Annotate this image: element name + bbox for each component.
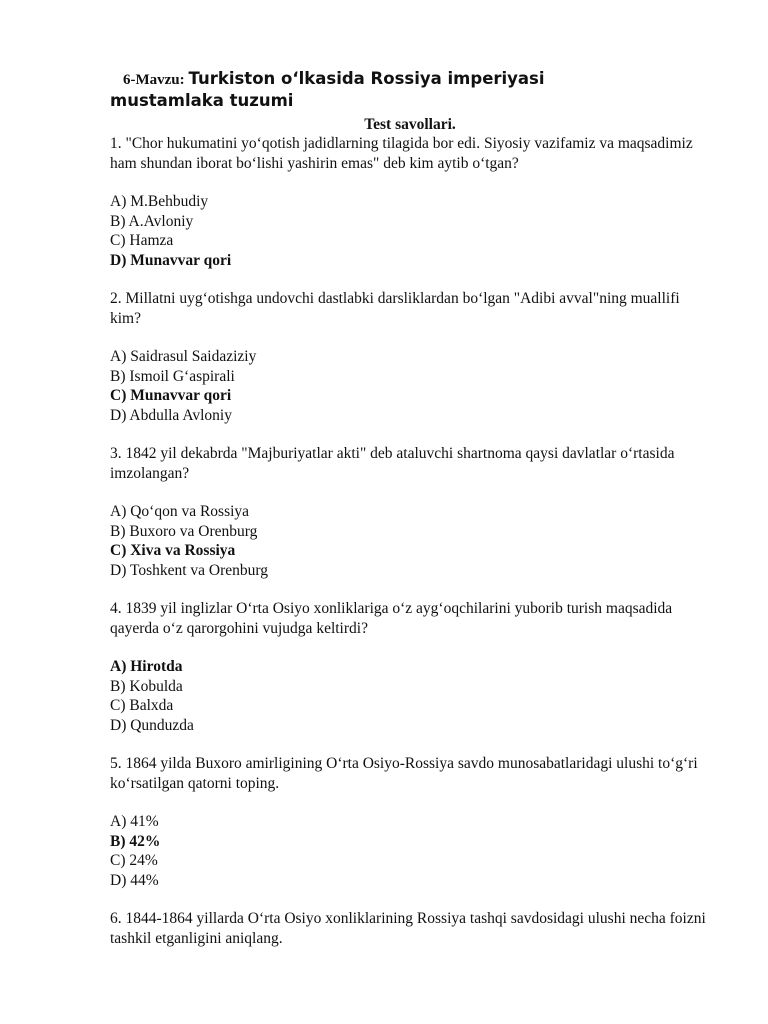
question-block — [110, 599, 710, 735]
question-text: 4. 1839 yil inglizlar O‘rta Osiyo xonliklariga o‘z ayg‘oqchilarini yuborib turish maqsadida qayerda o‘z qarorgohini vujudga keltirdi? — [110, 600, 673, 637]
topic-title-continued: mustamlaka tuzumi — [110, 90, 294, 110]
correct-answer-option: C) Xiva va Rossiya — [110, 542, 236, 559]
answer-option: C) 24% — [110, 852, 158, 869]
answer-option: B) Buxoro va Orenburg — [110, 522, 258, 540]
answer-option: A) 41% — [110, 813, 159, 830]
correct-answer-option: B) 42% — [110, 832, 161, 850]
answer-option: B) Kobulda — [110, 677, 183, 695]
answer-option: D) Abdulla Avloniy — [110, 406, 232, 424]
answer-option: D) Qunduzda — [110, 716, 194, 734]
question-text: 6. 1844-1864 yillarda O‘rta Osiyo xonliklarining Rossiya tashqi savdosidagi ulushi necha foizni tashkil etganligini aniqlang. — [110, 910, 706, 947]
question-block — [110, 909, 710, 948]
topic-label: 6-Mavzu: — [123, 72, 185, 88]
answer-option: C) Hamza — [110, 232, 174, 249]
answer-option: A) M.Behbudiy — [110, 193, 209, 210]
answer-option: B) A.Avloniy — [110, 212, 194, 230]
document-body — [110, 64, 710, 967]
correct-answer-option: C) Munavvar qori — [110, 387, 232, 404]
question-text: 5. 1864 yilda Buxoro amirligining O‘rta Osiyo-Rossiya savdo munosabatlaridagi ulushi to‘g‘ri ko‘rsatilgan qatorni toping. — [110, 755, 698, 792]
topic-title: Turkiston o‘lkasida Rossiya imperiyasi — [188, 69, 545, 88]
question-text: 3. 1842 yil dekabrda "Majburiyatlar akti" deb ataluvchi shartnoma qaysi davlatlar o‘rtasida imzolangan? — [110, 445, 675, 482]
answer-option: A) Qo‘qon va Rossiya — [110, 503, 250, 520]
answer-option: C) Balxda — [110, 697, 174, 714]
question-block — [110, 754, 710, 890]
correct-answer-option: A) Hirotda — [110, 658, 183, 675]
answer-option: B) Ismoil G‘aspirali — [110, 367, 235, 385]
page-subtitle: Test savollari. — [364, 115, 456, 133]
answer-options — [110, 192, 710, 270]
answer-option: A) Saidrasul Saidaziziy — [110, 348, 257, 365]
correct-answer-option: D) Munavvar qori — [110, 251, 232, 269]
answer-options — [110, 502, 710, 580]
answer-option: D) Toshkent va Orenburg — [110, 561, 269, 579]
page-heading — [110, 69, 710, 91]
question-text: 2. Millatni uyg‘otishga undovchi dastlabki darsliklardan bo‘lgan "Adibi avval"ning muallifi kim? — [110, 290, 680, 327]
question-block — [110, 289, 710, 425]
answer-options — [110, 347, 710, 425]
answer-option: D) 44% — [110, 871, 159, 889]
question-block — [110, 444, 710, 580]
question-block — [110, 134, 710, 270]
answer-options — [110, 812, 710, 890]
question-text: 1. "Chor hukumatini yo‘qotish jadidlarning tilagida bor edi. Siyosiy vazifamiz va maqsadimiz ham shundan iborat bo‘lishi yashirin emas" deb kim aytib o‘tgan? — [110, 135, 693, 172]
answer-options — [110, 657, 710, 735]
